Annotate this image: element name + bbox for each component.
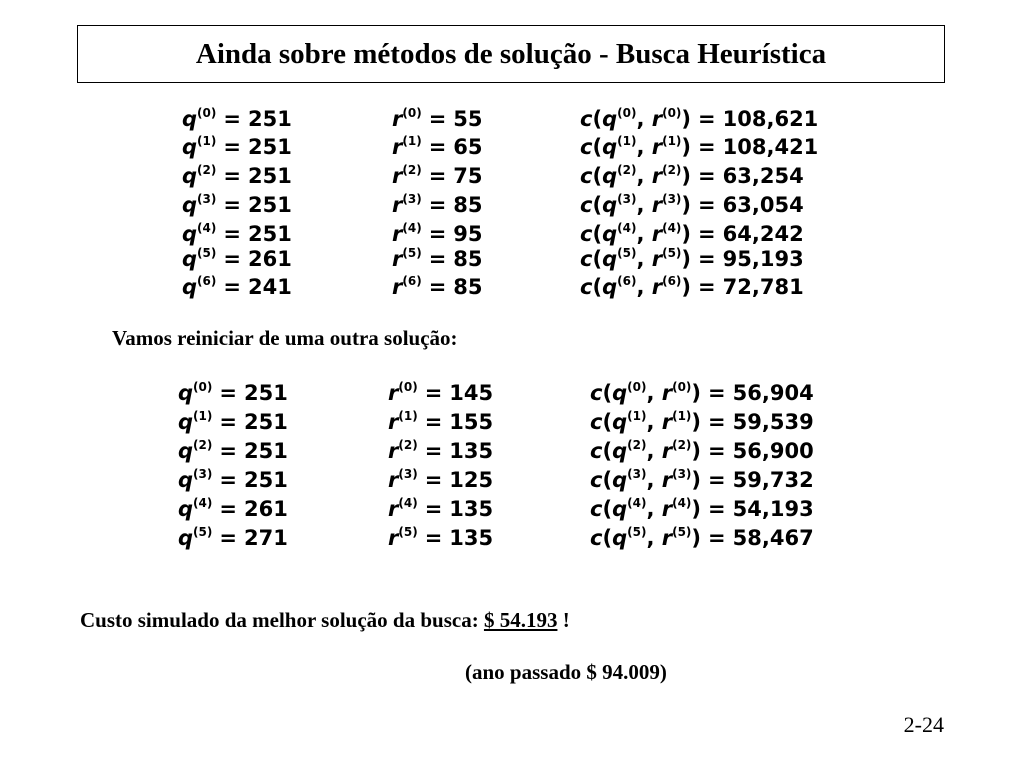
title-box bbox=[77, 25, 945, 83]
q-equation: $q^{(4)} = 261$ bbox=[178, 496, 288, 521]
cost-equation: $c(q^{(0)}$, $r^{(0)}) = 56,904$ bbox=[590, 380, 814, 405]
restart-text: Vamos reiniciar de uma outra solução: bbox=[112, 326, 458, 350]
cost-equation: $c(q^{(1)}$, $r^{(1)}) = 59,539$ bbox=[590, 409, 814, 434]
q-equation: $q^{(1)} = 251$ bbox=[182, 134, 292, 159]
r-equation: $r^{(1)} = 65$ bbox=[392, 134, 483, 159]
slide-title: Ainda sobre métodos de solução - Busca Heurística bbox=[195, 37, 827, 70]
best-cost-label: Custo simulado da melhor solução da busca: bbox=[80, 608, 479, 632]
last-year-note: (ano passado $ 94.009) bbox=[465, 660, 667, 684]
r-equation: $r^{(5)} = 135$ bbox=[388, 525, 494, 550]
best-cost-suffix: ! bbox=[562, 608, 570, 632]
cost-equation: $c(q^{(5)}$, $r^{(5)}) = 95,193$ bbox=[580, 246, 804, 271]
r-equation: $r^{(3)} = 85$ bbox=[392, 192, 483, 217]
r-equation: $r^{(3)} = 125$ bbox=[388, 467, 494, 492]
q-equation: $q^{(0)} = 251$ bbox=[182, 106, 292, 131]
r-equation: $r^{(2)} = 75$ bbox=[392, 163, 483, 188]
q-equation: $q^{(2)} = 251$ bbox=[178, 438, 288, 463]
r-equation: $r^{(1)} = 155$ bbox=[388, 409, 494, 434]
r-equation: $r^{(4)} = 135$ bbox=[388, 496, 494, 521]
r-equation: $r^{(6)} = 85$ bbox=[392, 274, 483, 299]
q-equation: $q^{(5)} = 271$ bbox=[178, 525, 288, 550]
q-equation: $q^{(2)} = 251$ bbox=[182, 163, 292, 188]
cost-equation: $c(q^{(5)}$, $r^{(5)}) = 58,467$ bbox=[590, 525, 814, 550]
q-equation: $q^{(3)} = 251$ bbox=[182, 192, 292, 217]
best-cost-line bbox=[80, 608, 570, 633]
q-equation: $q^{(1)} = 251$ bbox=[178, 409, 288, 434]
cost-equation: $c(q^{(1)}$, $r^{(1)}) = 108,421$ bbox=[580, 134, 819, 159]
r-equation: $r^{(0)} = 145$ bbox=[388, 380, 494, 405]
q-equation: $q^{(3)} = 251$ bbox=[178, 467, 288, 492]
cost-equation: $c(q^{(4)}$, $r^{(4)}) = 54,193$ bbox=[590, 496, 814, 521]
q-equation: $q^{(6)} = 241$ bbox=[182, 274, 292, 299]
best-cost-value: $ 54.193 bbox=[483, 608, 558, 632]
r-equation: $r^{(4)} = 95$ bbox=[392, 221, 483, 246]
slide-number: 2-24 bbox=[903, 712, 944, 737]
r-equation: $r^{(2)} = 135$ bbox=[388, 438, 494, 463]
cost-equation: $c(q^{(4)}$, $r^{(4)}) = 64,242$ bbox=[580, 221, 804, 246]
cost-equation: $c(q^{(2)}$, $r^{(2)}) = 56,900$ bbox=[590, 438, 814, 463]
q-equation: $q^{(5)} = 261$ bbox=[182, 246, 292, 271]
r-equation: $r^{(5)} = 85$ bbox=[392, 246, 483, 271]
q-equation: $q^{(0)} = 251$ bbox=[178, 380, 288, 405]
cost-equation: $c(q^{(2)}$, $r^{(2)}) = 63,254$ bbox=[580, 163, 804, 188]
cost-equation: $c(q^{(6)}$, $r^{(6)}) = 72,781$ bbox=[580, 274, 804, 299]
r-equation: $r^{(0)} = 55$ bbox=[392, 106, 483, 131]
cost-equation: $c(q^{(0)}$, $r^{(0)}) = 108,621$ bbox=[580, 106, 819, 131]
cost-equation: $c(q^{(3)}$, $r^{(3)}) = 63,054$ bbox=[580, 192, 804, 217]
cost-equation: $c(q^{(3)}$, $r^{(3)}) = 59,732$ bbox=[590, 467, 814, 492]
q-equation: $q^{(4)} = 251$ bbox=[182, 221, 292, 246]
